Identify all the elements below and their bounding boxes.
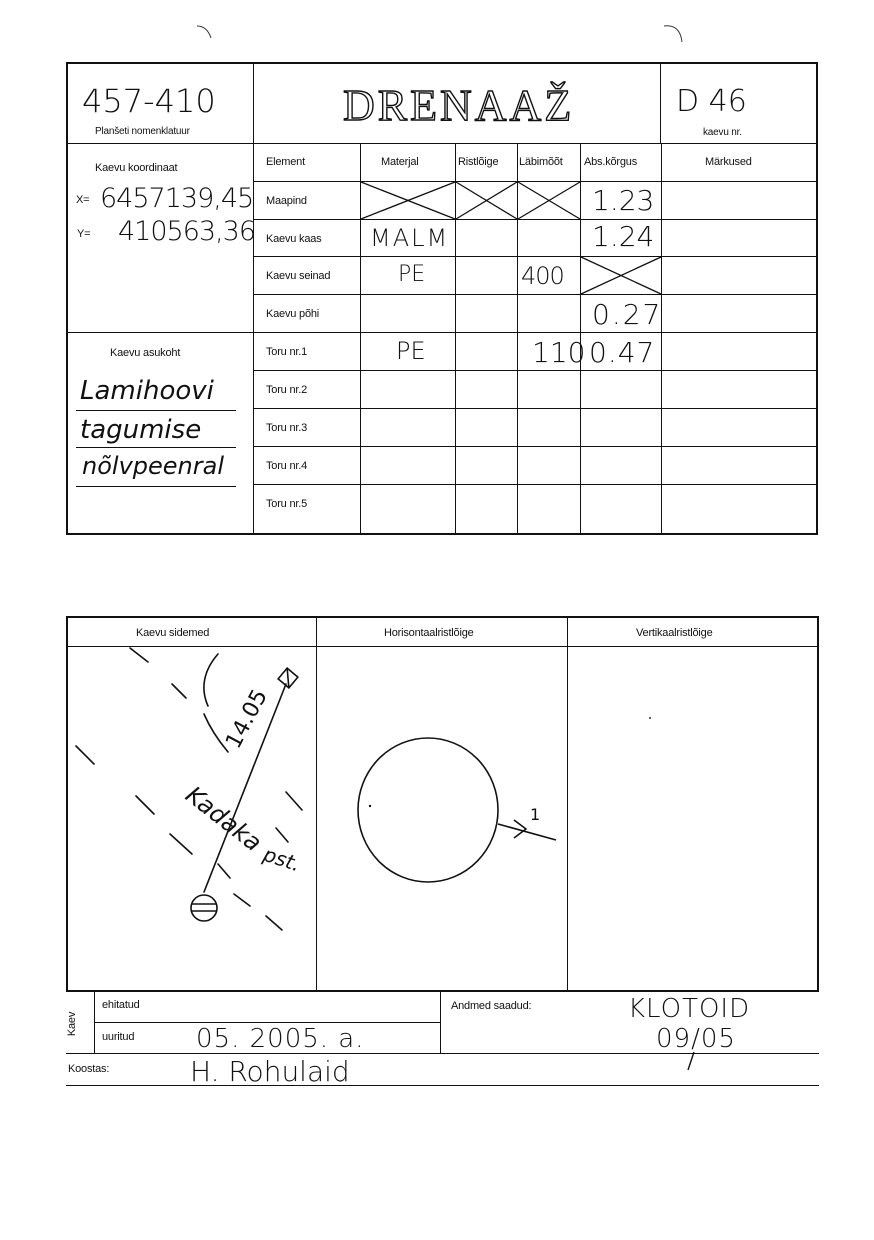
sketch-dash [276,828,288,842]
column-header-element: Element [266,156,305,168]
column-header-notes: Märkused [705,156,752,168]
sketch-endpoint-square [278,668,298,688]
cell-material: PE [398,262,426,287]
well-number: D 46 [676,84,747,119]
cell-diameter: 110 [532,336,586,369]
cell-height: 1.23 [592,184,655,217]
divider [67,332,253,333]
panel-title-horizontal: Horisontaalristlõige [384,627,474,639]
well-label: kaevu nr. [703,127,742,138]
divider [253,484,817,485]
divider [76,486,236,487]
divider [253,332,817,333]
row-label: Toru nr.5 [266,498,308,510]
sketch-dash [234,894,250,906]
speck [648,716,652,720]
pipe-line [498,824,556,840]
cell-height: 1.24 [592,220,655,253]
sketch-well-symbol [191,895,217,921]
sketch-dash [170,834,192,854]
divider [66,1085,819,1086]
divider [67,143,817,144]
cell-material: MALM [370,224,450,252]
sketch-dash [130,648,148,662]
divider [567,617,568,992]
data-source-value: KLOTOID [628,994,751,1024]
punch-hole-mark-right [662,22,686,46]
sketch-dash [172,684,186,698]
sketch-distance-label: 14.05 [221,685,273,753]
row-label: Kaevu seinad [266,270,331,282]
divider [253,63,254,534]
column-header-height: Abs.kõrgus [584,156,638,168]
connections-sketch [68,648,316,990]
divider [316,617,317,992]
sheet-number: 457-410 [82,82,216,120]
data-source-date: 09/05 [656,1024,736,1054]
sketch-dash [266,916,282,930]
horizontal-section-drawing [318,648,566,990]
divider [94,1022,440,1023]
sketch-dash [286,792,302,810]
divider [253,294,817,295]
column-header-material: Materjal [381,156,419,168]
divider [440,992,441,1053]
pipe-number-label: 1 [530,805,541,824]
x-coordinate: 6457139,45 [100,183,254,214]
cell-material: PE [396,337,426,365]
row-label: Toru nr.1 [266,346,308,358]
sketch-street-suffix: pst. [260,841,304,877]
compiled-value: H. Rohulaid [190,1055,350,1088]
sketch-dash [136,796,154,814]
cell-height: 0.27 [592,298,663,331]
location-line-3: nõlvpeenral [82,452,224,480]
panel-title-connections: Kaevu sidemed [136,627,210,639]
built-label: ehitatud [102,999,140,1011]
divider [253,370,817,371]
row-label: Kaevu kaas [266,233,322,245]
y-coordinate: 410563,36 [118,216,256,247]
location-label: Kaevu asukoht [110,347,181,359]
crossed-cell [456,182,517,219]
cell-height: 0.47 [589,336,656,369]
sketch-curve [204,654,218,706]
compiled-label: Koostas: [68,1063,110,1075]
page-title: DRENAAŽ [343,81,575,130]
row-label: Kaevu põhi [266,308,320,320]
crossed-cell [581,257,661,294]
panel-title-vertical: Vertikaalristlõige [636,627,713,639]
y-prefix: Y= [77,228,91,240]
sketch-dash [76,746,94,764]
divider [661,143,662,534]
data-source-label: Andmed saadud: [451,1000,532,1012]
surveyed-value: 05. 2005. a. [196,1024,365,1054]
cell-diameter: 400 [521,262,564,290]
divider [76,410,236,411]
row-label: Toru nr.4 [266,460,308,472]
divider [76,447,236,448]
sheet-label: Planšeti nomenklatuur [95,126,190,137]
divider [94,992,95,1053]
location-line-1: Lamihoovi [80,376,214,406]
crossed-cell [518,182,580,219]
sketch-dash [218,864,230,878]
sketch-street-label: Kadaka [180,780,268,857]
side-label: Kaev [66,1011,79,1037]
row-label: Maapind [266,195,307,207]
location-line-2: tagumise [80,415,202,445]
column-header-section: Ristlõige [458,156,499,168]
well-circle [358,738,498,882]
divider [253,446,817,447]
divider [660,63,661,144]
divider [67,646,818,647]
divider [253,219,817,220]
sketch-curve [204,714,228,752]
surveyed-label: uuritud [102,1031,135,1043]
crossed-cell [361,182,455,219]
divider [253,256,817,257]
punch-hole-mark-left [195,22,215,42]
row-label: Toru nr.3 [266,422,308,434]
date-tick [686,1052,698,1072]
coordinates-label: Kaevu koordinaat [95,162,178,174]
x-prefix: X= [76,194,90,206]
divider [253,408,817,409]
column-header-diameter: Läbimõõt [519,156,563,168]
row-label: Toru nr.2 [266,384,308,396]
